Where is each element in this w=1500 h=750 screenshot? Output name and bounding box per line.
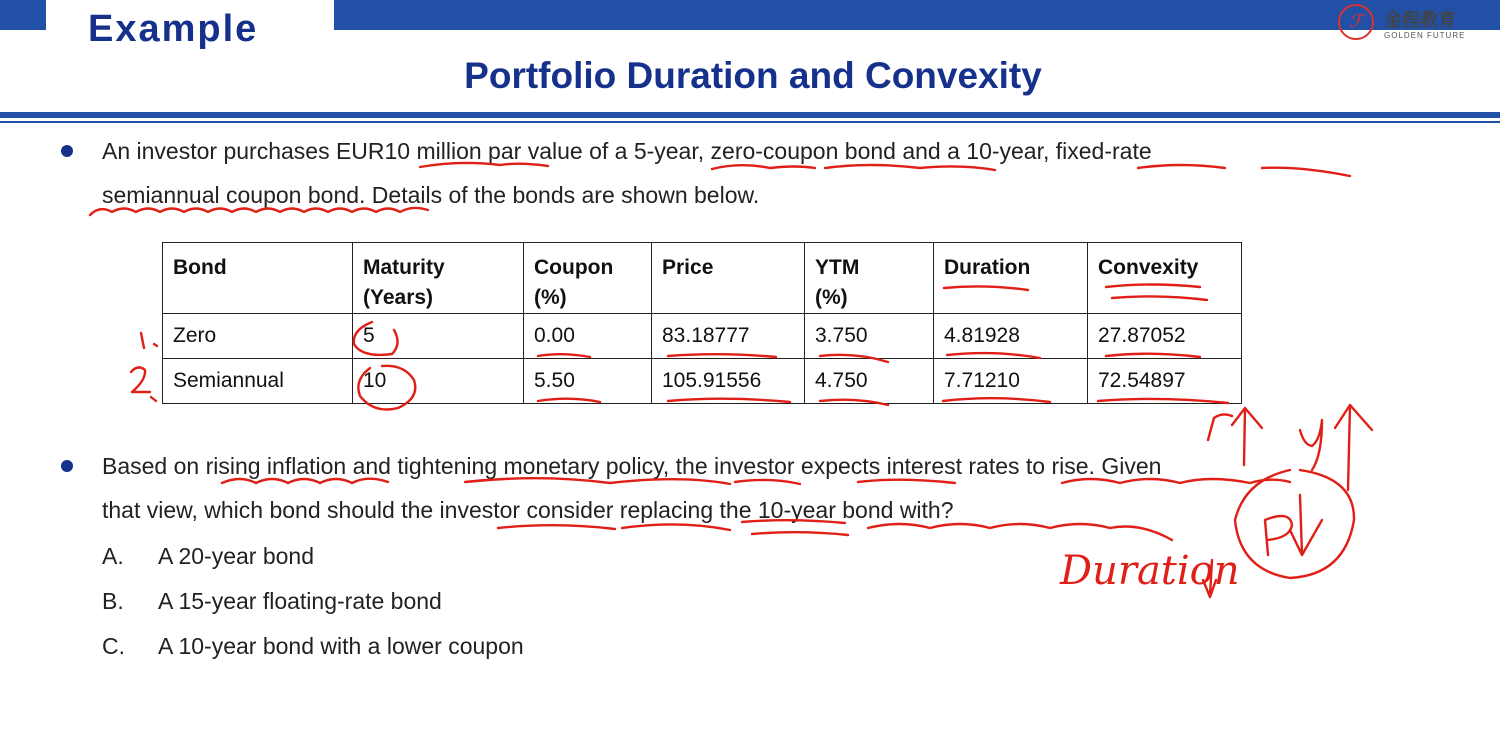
- bullet-line: Based on rising inflation and tightening monetary policy, the investor expects interest rates to rise. Given: [102, 453, 1162, 479]
- bond-details-table: [162, 242, 1242, 404]
- table-cell: 5.50: [524, 359, 652, 404]
- ink-p-letter: [1265, 516, 1292, 555]
- ink-arrow-up: [1335, 405, 1372, 490]
- option-text: A 10-year bond with a lower coupon: [158, 633, 524, 659]
- column-header: Convexity: [1088, 243, 1242, 314]
- option-letter: A.: [102, 543, 124, 569]
- column-header: YTM (%): [805, 243, 934, 314]
- bullet-line: An investor purchases EUR10 million par value of a 5-year, zero-coupon bond and a 10-year, fixed-rate: [102, 138, 1152, 164]
- column-header: Maturity (Years): [353, 243, 524, 314]
- ink-underline: [752, 532, 848, 535]
- ink-duration-note: Duration: [1060, 548, 1240, 594]
- logo-chinese-text: 金程教育: [1384, 10, 1456, 31]
- logo-english-text: GOLDEN FUTURE: [1384, 31, 1466, 40]
- ink-underline: [1262, 168, 1350, 176]
- table-cell: 72.54897: [1088, 359, 1242, 404]
- brand-logo: [1338, 4, 1488, 44]
- header-bar-right: [334, 0, 1500, 30]
- ink-mark-two: [131, 367, 150, 392]
- header-bar-left: [0, 0, 46, 30]
- option-letter: B.: [102, 588, 124, 614]
- ink-mark-one: [141, 333, 144, 348]
- table-cell: 105.91556: [652, 359, 805, 404]
- slide-title-text: Portfolio Duration and Convexity: [464, 55, 1042, 96]
- logo-emblem-icon: ℱ: [1338, 4, 1374, 40]
- bullet-text: [102, 129, 1152, 217]
- title-divider-thin: [0, 121, 1500, 123]
- column-header: Bond: [163, 243, 353, 314]
- example-label: Example: [88, 8, 259, 50]
- bullet-dot: [61, 460, 73, 472]
- table-cell: 5: [353, 314, 524, 359]
- table-cell: 0.00: [524, 314, 652, 359]
- column-header: Duration: [934, 243, 1088, 314]
- option-letter: C.: [102, 633, 125, 659]
- ink-y-letter: [1300, 420, 1322, 470]
- table-cell: 4.750: [805, 359, 934, 404]
- table-header-row: [163, 243, 1242, 314]
- table-row: [163, 314, 1242, 359]
- slide-title: [0, 55, 1500, 97]
- table-cell: 10: [353, 359, 524, 404]
- bullet-line: semiannual coupon bond. Details of the bonds are shown below.: [102, 182, 760, 208]
- bullet-dot: [61, 145, 73, 157]
- table-cell: 83.18777: [652, 314, 805, 359]
- column-header: Coupon (%): [524, 243, 652, 314]
- option-text: A 15-year floating-rate bond: [158, 588, 442, 614]
- ink-arrow-down: [1290, 495, 1322, 555]
- table-cell: 3.750: [805, 314, 934, 359]
- ink-big-circle: [1235, 470, 1354, 578]
- ink-arrow-up: [1232, 408, 1262, 465]
- ink-mark-two-dot: [151, 397, 156, 401]
- table-cell: 4.81928: [934, 314, 1088, 359]
- table-cell: Zero: [163, 314, 353, 359]
- table-cell: 7.71210: [934, 359, 1088, 404]
- bullet-text: [102, 444, 1161, 532]
- table-row: [163, 359, 1242, 404]
- option-text: A 20-year bond: [158, 543, 315, 569]
- ink-r-letter: [1208, 414, 1232, 440]
- table-cell: 27.87052: [1088, 314, 1242, 359]
- table-cell: Semiannual: [163, 359, 353, 404]
- ink-mark-one-dot: [154, 344, 157, 346]
- bullet-line: that view, which bond should the investor consider replacing the 10-year bond with?: [102, 497, 954, 523]
- title-divider-thick: [0, 112, 1500, 118]
- column-header: Price: [652, 243, 805, 314]
